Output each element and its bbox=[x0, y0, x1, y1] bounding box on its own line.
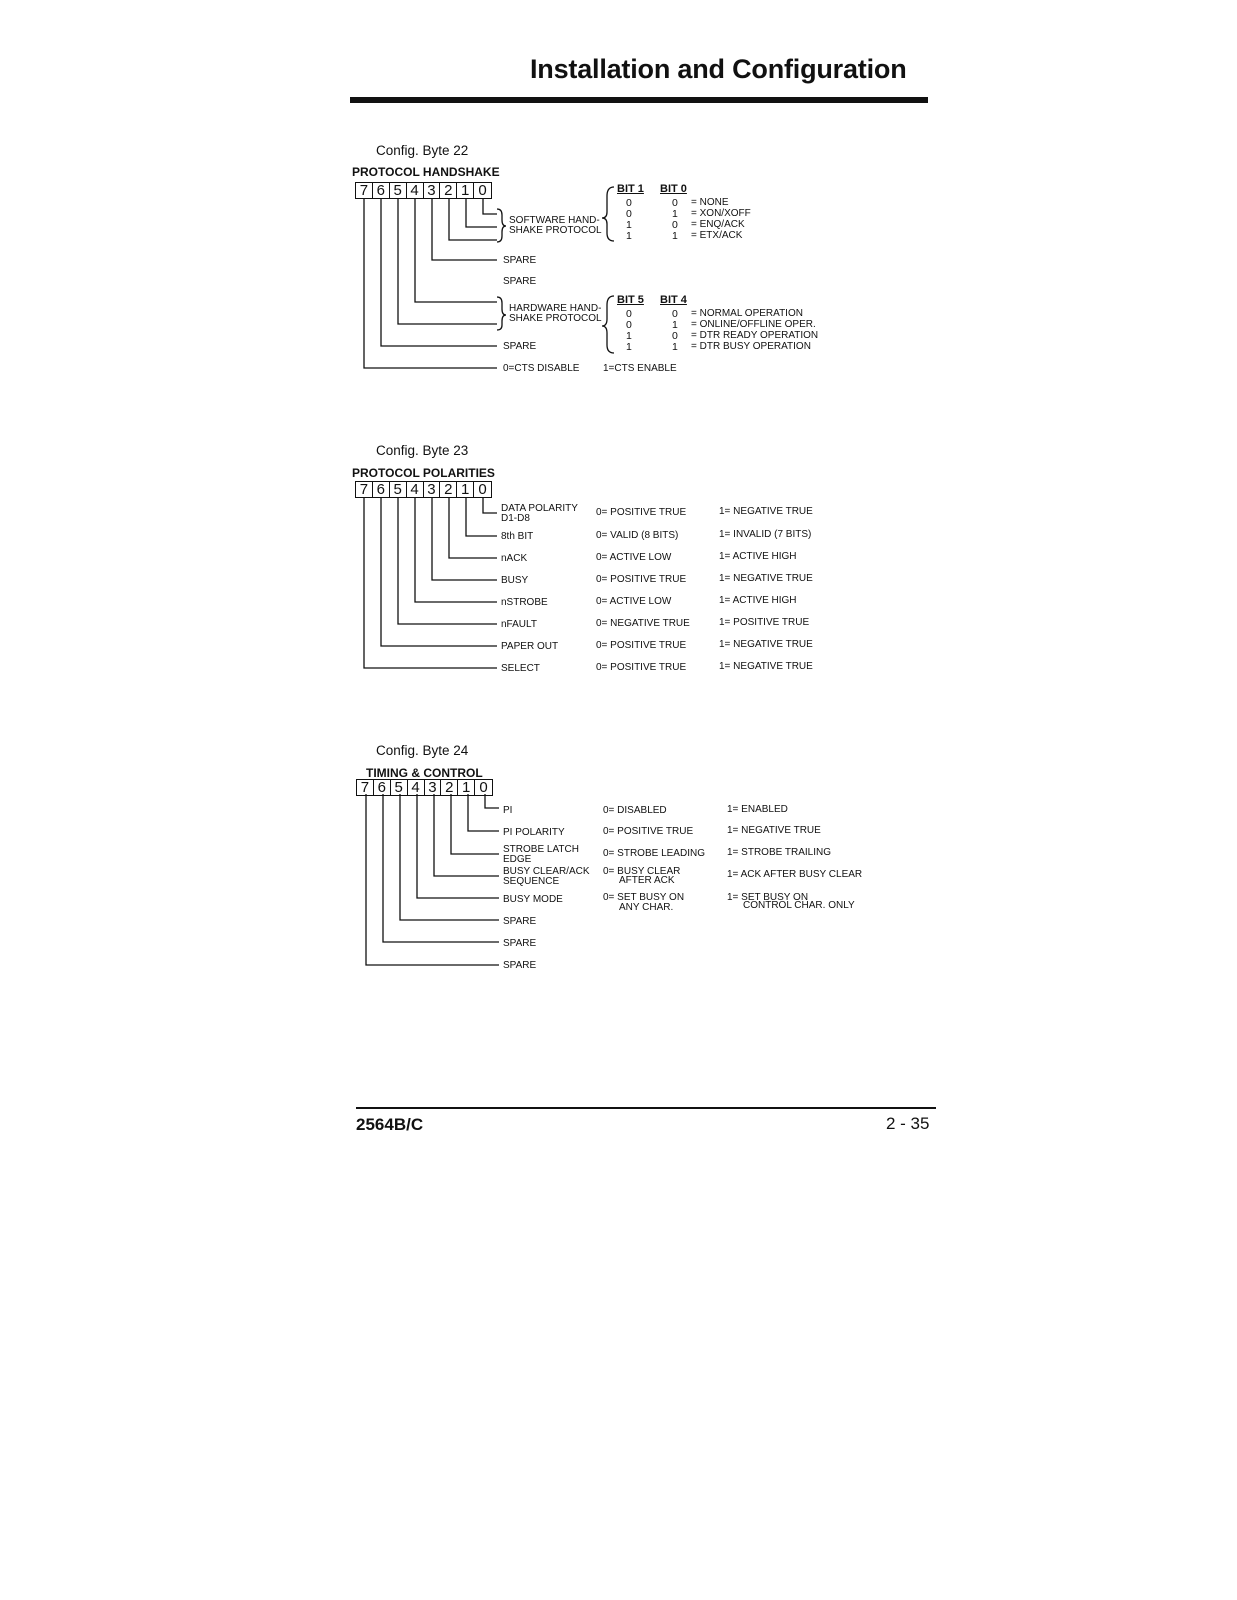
bit-4: 4 bbox=[407, 482, 424, 497]
sw-row4-bit0: 1 bbox=[672, 230, 678, 242]
b23-row1-zero: 0= VALID (8 BITS) bbox=[596, 530, 679, 541]
bit-1: 1 bbox=[458, 780, 475, 795]
bit-4: 4 bbox=[407, 183, 424, 198]
b24-row3-zero: 0= BUSY CLEAR bbox=[603, 866, 681, 877]
bit-3: 3 bbox=[424, 183, 441, 198]
bit-1: 1 bbox=[457, 183, 474, 198]
b24-row4-one2: CONTROL CHAR. ONLY bbox=[743, 900, 855, 911]
b24-row0-zero: 0= DISABLED bbox=[603, 805, 667, 816]
b23-row4-name: nSTROBE bbox=[501, 597, 548, 608]
footer-model: 2564B/C bbox=[356, 1115, 424, 1134]
hardware-bit4-header: BIT 4 bbox=[660, 294, 687, 306]
bit-3: 3 bbox=[424, 482, 441, 497]
b23-row0-zero: 0= POSITIVE TRUE bbox=[596, 507, 687, 518]
b24-row2-name2: EDGE bbox=[503, 854, 532, 865]
byte23-label: Config. Byte 23 bbox=[376, 443, 469, 458]
bit-5: 5 bbox=[390, 183, 407, 198]
bit-6: 6 bbox=[373, 482, 390, 497]
hw-row3-desc: = DTR READY OPERATION bbox=[691, 330, 819, 341]
bit-6: 6 bbox=[373, 183, 390, 198]
b24-row3-name: BUSY CLEAR/ACK bbox=[503, 866, 590, 877]
page-title: Installation and Configuration bbox=[530, 54, 907, 84]
b24-row3-one: 1= ACK AFTER BUSY CLEAR bbox=[727, 869, 863, 880]
b23-row2-one: 1= ACTIVE HIGH bbox=[719, 551, 797, 562]
b23-row3-name: BUSY bbox=[501, 575, 529, 586]
b23-row3-one: 1= NEGATIVE TRUE bbox=[719, 573, 813, 584]
hardware-handshake-label-2: SHAKE PROTOCOL bbox=[509, 313, 602, 324]
b24-row2-name: STROBE LATCH bbox=[503, 844, 579, 855]
byte22-spare-bit3: SPARE bbox=[503, 276, 537, 287]
bit-1: 1 bbox=[457, 482, 474, 497]
b24-row3-zero2: AFTER ACK bbox=[619, 875, 675, 886]
b24-row4-zero2: ANY CHAR. bbox=[619, 902, 674, 913]
hw-row2-bit4: 1 bbox=[672, 319, 678, 331]
bit-4: 4 bbox=[408, 780, 425, 795]
bit-2: 2 bbox=[440, 183, 457, 198]
bit-7: 7 bbox=[356, 482, 373, 497]
hw-row1-bit4: 0 bbox=[672, 308, 678, 320]
b24-row6-name: SPARE bbox=[503, 938, 537, 949]
hw-row4-bit5: 1 bbox=[626, 341, 632, 353]
hw-row3-bit5: 1 bbox=[626, 330, 632, 342]
bit-0: 0 bbox=[478, 481, 487, 498]
bit-6: 6 bbox=[374, 780, 391, 795]
software-handshake-label-2: SHAKE PROTOCOL bbox=[509, 225, 602, 236]
b24-row2-one: 1= STROBE TRAILING bbox=[727, 847, 832, 858]
b23-row5-zero: 0= NEGATIVE TRUE bbox=[596, 618, 690, 629]
bit-0: 0 bbox=[479, 779, 488, 796]
cts-enable: 1=CTS ENABLE bbox=[603, 363, 677, 374]
b23-row3-zero: 0= POSITIVE TRUE bbox=[596, 574, 687, 585]
sw-row1-desc: = NONE bbox=[691, 197, 729, 208]
software-bit0-header: BIT 0 bbox=[660, 183, 687, 195]
b23-row2-name: nACK bbox=[501, 553, 528, 564]
b23-row7-name: SELECT bbox=[501, 663, 540, 674]
bit-0: 0 bbox=[478, 182, 487, 199]
b24-row2-zero: 0= STROBE LEADING bbox=[603, 848, 705, 859]
bit-3: 3 bbox=[425, 780, 442, 795]
hw-row2-bit5: 0 bbox=[626, 319, 632, 331]
b24-row1-zero: 0= POSITIVE TRUE bbox=[603, 826, 694, 837]
hardware-handshake-label-1: HARDWARE HAND- bbox=[509, 303, 602, 314]
b23-row4-one: 1= ACTIVE HIGH bbox=[719, 595, 797, 606]
byte24-name: TIMING & CONTROL bbox=[366, 766, 483, 780]
bit-5: 5 bbox=[391, 780, 408, 795]
b23-row7-one: 1= NEGATIVE TRUE bbox=[719, 661, 813, 672]
sw-row2-bit1: 0 bbox=[626, 208, 632, 220]
byte24-label: Config. Byte 24 bbox=[376, 743, 469, 758]
footer-rule bbox=[356, 1107, 936, 1109]
hw-row4-desc: = DTR BUSY OPERATION bbox=[691, 341, 811, 352]
bit-2: 2 bbox=[441, 780, 458, 795]
b24-row0-one: 1= ENABLED bbox=[727, 804, 788, 815]
b23-row5-one: 1= POSITIVE TRUE bbox=[719, 617, 810, 628]
b23-row1-name: 8th BIT bbox=[501, 531, 534, 542]
sw-row4-desc: = ETX/ACK bbox=[691, 230, 743, 241]
byte22-spare-bit2: SPARE bbox=[503, 255, 537, 266]
sw-row2-desc: = XON/XOFF bbox=[691, 208, 751, 219]
b24-row4-zero: 0= SET BUSY ON bbox=[603, 892, 685, 903]
b24-row1-one: 1= NEGATIVE TRUE bbox=[727, 825, 821, 836]
page-number: 2 - 35 bbox=[886, 1114, 930, 1133]
hw-row2-desc: = ONLINE/OFFLINE OPER. bbox=[691, 319, 816, 330]
b23-row6-name: PAPER OUT bbox=[501, 641, 559, 652]
b23-row5-name: nFAULT bbox=[501, 619, 537, 630]
b23-row6-zero: 0= POSITIVE TRUE bbox=[596, 640, 687, 651]
b23-row2-zero: 0= ACTIVE LOW bbox=[596, 552, 672, 563]
b24-row7-name: SPARE bbox=[503, 960, 537, 971]
sw-row1-bit1: 0 bbox=[626, 197, 632, 209]
hw-row1-desc: = NORMAL OPERATION bbox=[691, 308, 803, 319]
byte22-bit-boxes bbox=[355, 182, 492, 199]
byte24-bit-boxes bbox=[356, 779, 493, 796]
b23-row0-one: 1= NEGATIVE TRUE bbox=[719, 506, 813, 517]
bit-2: 2 bbox=[440, 482, 457, 497]
byte23-name: PROTOCOL POLARITIES bbox=[352, 466, 495, 480]
b23-row1-one: 1= INVALID (7 BITS) bbox=[719, 529, 812, 540]
b23-row0-name2: D1-D8 bbox=[501, 513, 530, 524]
sw-row1-bit0: 0 bbox=[672, 197, 678, 209]
sw-row2-bit0: 1 bbox=[672, 208, 678, 220]
bit-7: 7 bbox=[357, 780, 374, 795]
hw-row4-bit4: 1 bbox=[672, 341, 678, 353]
sw-row3-desc: = ENQ/ACK bbox=[691, 219, 745, 230]
hardware-bit5-header: BIT 5 bbox=[617, 294, 644, 306]
hw-row1-bit5: 0 bbox=[626, 308, 632, 320]
sw-row3-bit0: 0 bbox=[672, 219, 678, 231]
sw-row4-bit1: 1 bbox=[626, 230, 632, 242]
b24-row0-name: PI bbox=[503, 805, 513, 816]
b24-row4-name: BUSY MODE bbox=[503, 894, 563, 905]
byte22-label: Config. Byte 22 bbox=[376, 143, 469, 158]
software-bit1-header: BIT 1 bbox=[617, 183, 644, 195]
b24-row5-name: SPARE bbox=[503, 916, 537, 927]
b24-row3-name2: SEQUENCE bbox=[503, 876, 560, 887]
sw-row3-bit1: 1 bbox=[626, 219, 632, 231]
byte23-bit-boxes bbox=[355, 481, 492, 498]
b23-row7-zero: 0= POSITIVE TRUE bbox=[596, 662, 687, 673]
bit-7: 7 bbox=[356, 183, 373, 198]
software-handshake-label-1: SOFTWARE HAND- bbox=[509, 215, 600, 226]
bit-5: 5 bbox=[390, 482, 407, 497]
byte22-spare-bit6: SPARE bbox=[503, 341, 537, 352]
b24-row4-one: 1= SET BUSY ON bbox=[727, 892, 809, 903]
hw-row3-bit4: 0 bbox=[672, 330, 678, 342]
b23-row0-name: DATA POLARITY bbox=[501, 503, 578, 514]
byte22-name: PROTOCOL HANDSHAKE bbox=[352, 165, 500, 179]
b24-row1-name: PI POLARITY bbox=[503, 827, 565, 838]
b23-row6-one: 1= NEGATIVE TRUE bbox=[719, 639, 813, 650]
cts-disable: 0=CTS DISABLE bbox=[503, 363, 580, 374]
b23-row4-zero: 0= ACTIVE LOW bbox=[596, 596, 672, 607]
